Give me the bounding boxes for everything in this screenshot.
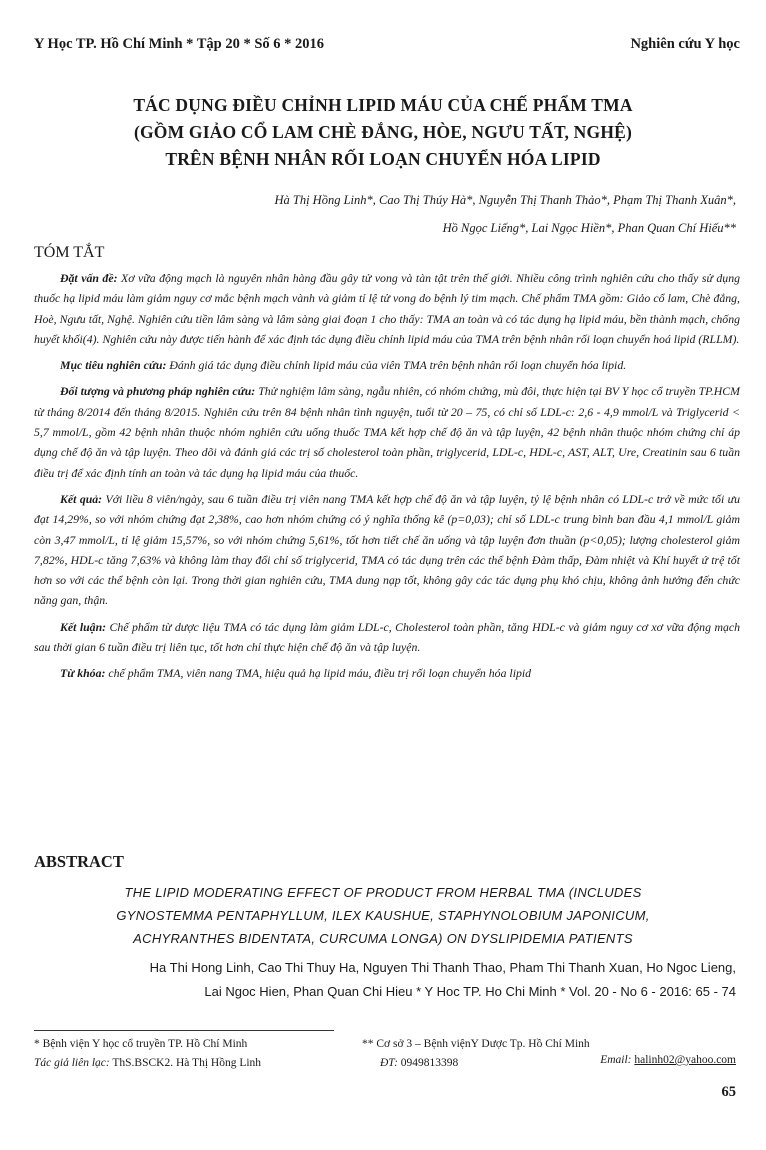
- phone-label: ĐT:: [380, 1057, 398, 1069]
- vietnamese-summary: [34, 268, 740, 690]
- journal-citation: Y Học TP. Hồ Chí Minh * Tập 20 * Số 6 * 2016: [34, 36, 325, 52]
- affiliation-1: * Bệnh viện Y học cổ truyền TP. Hồ Chí Minh: [34, 1038, 248, 1050]
- objective-paragraph: [34, 355, 740, 375]
- summary-heading: TÓM TẮT: [34, 244, 105, 261]
- footnote-rule: [34, 1030, 334, 1031]
- title-line-3: TRÊN BỆNH NHÂN RỐI LOẠN CHUYỂN HÓA LIPID: [165, 149, 601, 169]
- footnote-middle: [362, 1035, 590, 1073]
- title-line-2: (GỒM GIẢO CỔ LAM CHÈ ĐẮNG, HÒE, NGƯU TẤT, NGHỆ): [133, 122, 633, 142]
- contact-label: Tác giả liên lạc:: [34, 1057, 110, 1069]
- authors-line-2: Hồ Ngọc Liếng*, Lai Ngọc Hiền*, Phan Quan Chí Hiếu**: [442, 221, 736, 235]
- abstract-heading: ABSTRACT: [34, 852, 124, 871]
- title-line-1: TÁC DỤNG ĐIỀU CHỈNH LIPID MÁU CỦA CHẾ PHẨM TMA: [133, 95, 633, 115]
- authors-line-1: Hà Thị Hồng Linh*, Cao Thị Thúy Hà*, Nguyễn Thị Thanh Thảo*, Phạm Thị Thanh Xuân*,: [274, 193, 736, 207]
- author-list: [274, 186, 736, 242]
- footnote-left: [34, 1035, 261, 1073]
- en-citation-line-1: Ha Thi Hong Linh, Cao Thi Thuy Ha, Nguyen Thi Thanh Thao, Pham Thi Thanh Xuan, Ho Ngoc Lieng,: [149, 960, 736, 975]
- objective-label: Mục tiêu nghiên cứu:: [60, 358, 167, 373]
- phone-number: 0949813398: [400, 1057, 459, 1069]
- results-paragraph: [34, 489, 740, 611]
- page-number: 65: [721, 1084, 736, 1100]
- email-label: Email:: [600, 1054, 632, 1066]
- background-text: Xơ vữa động mạch là nguyên nhân hàng đầu gây tử vong và tàn tật trên thế giới. Nhiều công trình nghiên cứu cho thấy sử dụng thuốc hạ lipid máu làm giảm nguy cơ mắc bệnh mạch vành và giảm tỉ lệ tử vong do bệnh lý tim mạch. Chế phẩm TMA gồm: Giảo cổ lam, Chè đắng, Hoè, Ngưu tất, Nghệ. Nghiên cứu tiền lâm sàng và lâm sàng giai đoạn 1 cho thấy: TMA an toàn và có tác dụng hạ lipid máu, bền thành mạch, chống huyết khối(4). Nghiên cứu này được tiến hành để xác định tác dụng điều chỉnh lipid máu của TMA trên bệnh nhân rối loạn chuyển hoá lipid (RLLM).: [34, 271, 741, 346]
- methods-paragraph: [34, 381, 740, 482]
- conclusion-label: Kết luận:: [60, 619, 107, 634]
- email-link[interactable]: halinh02@yahoo.com: [634, 1054, 736, 1066]
- affiliation-2: ** Cơ sở 3 – Bệnh việnY Dược Tp. Hồ Chí Minh: [362, 1038, 590, 1050]
- en-title-line-1: THE LIPID MODERATING EFFECT OF PRODUCT FROM HERBAL TMA (INCLUDES: [124, 885, 642, 900]
- conclusion-paragraph: [34, 617, 740, 658]
- results-text: Với liều 8 viên/ngày, sau 6 tuần điều trị viên nang TMA kết hợp chế độ ăn và tập luyện, tỷ lệ bệnh nhân có LDL-c trở về mức tối ưu đạt 14,29%, so với nhóm chứng đạt 2,38%, cao hơn nhóm chứng có ý nghĩa thống kê (p=0,03); chỉ số LDL-c trung bình ban đầu 4,1 mmol/L giảm còn 3,47 mmol/L, tỉ lệ giảm 15,57%, so với nhóm chứng 5,61%, tốt hơn tiết chế ăn uống và tập luyện đơn thuần (p<0,05); lượng cholesterol giảm 7,82%, HDL-c tăng 7,63% và không làm thay đổi chỉ số triglycerid, TMA có tác dụng trên các thể bệnh Đàm thấp, Đàm nhiệt và Khí huyết ứ trệ tốt hơn so với các thể bệnh còn lại. Trong thời gian nghiên cứu, TMA dung nạp tốt, không gây các tác dụng phụ khó chịu, không ảnh hưởng đến chức năng gan, thận.: [34, 491, 741, 608]
- email-line: [600, 1054, 736, 1066]
- article-title: [40, 92, 726, 173]
- en-title-line-2: GYNOSTEMMA PENTAPHYLLUM, ILEX KAUSHUE, STAPHYNOLOBIUM JAPONICUM,: [116, 908, 650, 923]
- background-paragraph: [34, 268, 740, 349]
- results-label: Kết quả:: [60, 491, 103, 506]
- keywords-label: Từ khóa:: [60, 666, 106, 681]
- contact-line: [34, 1054, 261, 1073]
- english-title: [40, 881, 726, 950]
- methods-label: Đối tượng và phương pháp nghiên cứu:: [60, 384, 256, 399]
- objective-text: Đánh giá tác dụng điều chỉnh lipid máu của viên TMA trên bệnh nhân rối loạn chuyển hóa lipid.: [169, 358, 627, 373]
- keywords-paragraph: [34, 663, 740, 683]
- contact-name: ThS.BSCK2. Hà Thị Hồng Linh: [112, 1057, 262, 1069]
- en-title-line-3: ACHYRANTHES BIDENTATA, CURCUMA LONGA) ON DYSLIPIDEMIA PATIENTS: [133, 931, 633, 946]
- methods-text: Thử nghiệm lâm sàng, ngẫu nhiên, có nhóm chứng, mù đôi, thực hiện tại BV Y học cổ truyền TP.HCM từ tháng 8/2014 đến tháng 8/2015. Nghiên cứu trên 84 bệnh nhân tình nguyện, tuổi từ 20 – 75, có chỉ số LDL-c: 2,6 - 4,9 mmol/L và Triglycerid < 5,7 mmol/L, gồm 42 bệnh nhân thuộc nhóm nghiên cứu uống thuốc TMA kết hợp chế độ ăn và tập luyện, 42 bệnh nhân thuộc nhóm chứng chỉ áp dụng chế độ ăn và tập luyện. Theo dõi và đánh giá các trị số cholesterol toàn phần, triglycerid, LDL-c, HDL-c, AST, ALT, Ure, Creatinin sau 6 tuần điều trị để xác định tính an toàn và tác dụng hạ lipid máu của thuốc.: [34, 384, 741, 480]
- phone-line: [362, 1054, 590, 1073]
- conclusion-text: Chế phẩm từ dược liệu TMA có tác dụng làm giảm LDL-c, Cholesterol toàn phần, tăng HDL-c và giảm nguy cơ xơ vữa động mạch sau thời gian 6 tuần điều trị liên tục, tốt hơn chỉ thực hiện chế độ ăn và tập luyện.: [34, 619, 740, 655]
- keywords-text: chế phẩm TMA, viên nang TMA, hiệu quả hạ lipid máu, điều trị rối loạn chuyển hóa lipid: [108, 666, 532, 681]
- en-citation-line-2: Lai Ngoc Hien, Phan Quan Chi Hieu * Y Hoc TP. Ho Chi Minh * Vol. 20 - No 6 - 2016: 65 - 74: [204, 984, 736, 999]
- section-label: Nghiên cứu Y học: [630, 36, 740, 52]
- english-citation: [60, 956, 736, 1004]
- background-label: Đặt vấn đề:: [60, 271, 118, 285]
- running-header: [34, 36, 740, 53]
